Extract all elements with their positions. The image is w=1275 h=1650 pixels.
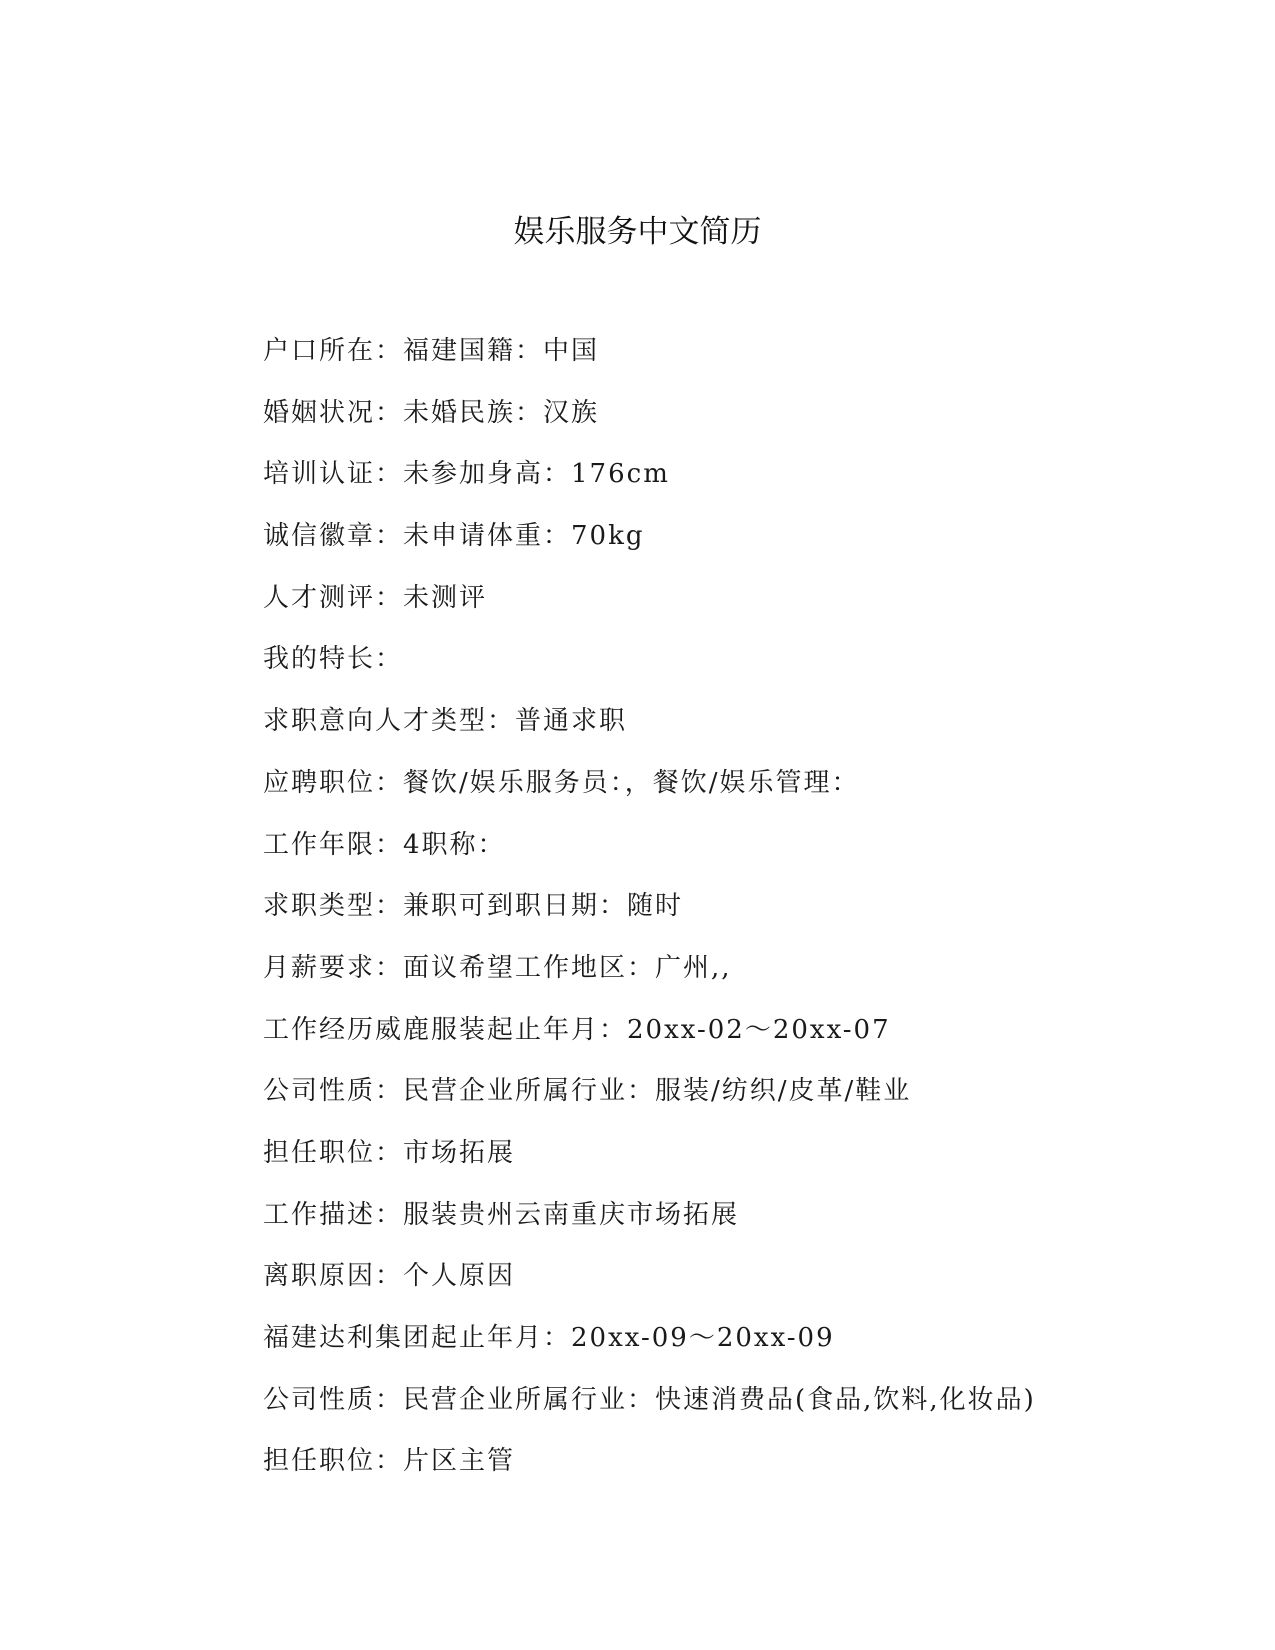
line-applied-position: 应聘职位：餐饮/娱乐服务员：，餐饮/娱乐管理：: [263, 767, 860, 798]
document-title: 娱乐服务中文简历: [513, 214, 762, 250]
line-position-1: 担任职位：市场拓展: [263, 1137, 516, 1168]
line-household-nationality: 户口所在：福建国籍：中国: [263, 336, 600, 366]
line-job-type: 求职类型：兼职可到职日期：随时: [263, 891, 684, 922]
line-company-nature-2: 公司性质：民营企业所属行业：快速消费品(食品,饮料,化妆品): [263, 1384, 1036, 1415]
line-job-intention: 求职意向人才类型：普通求职: [263, 706, 628, 737]
line-work-history-1: 工作经历威鹿服装起止年月：20xx-02～20xx-07: [263, 1014, 891, 1045]
line-specialties: 我的特长：: [263, 644, 404, 675]
line-job-description-1: 工作描述：服装贵州云南重庆市场拓展: [263, 1199, 740, 1230]
line-leave-reason-1: 离职原因：个人原因: [263, 1261, 516, 1292]
line-work-years: 工作年限：4职称：: [263, 829, 506, 860]
line-salary-location: 月薪要求：面议希望工作地区：广州,,: [263, 952, 732, 983]
line-position-2: 担任职位：片区主管: [263, 1446, 516, 1477]
line-talent-assessment: 人才测评：未测评: [263, 582, 488, 613]
line-work-history-2: 福建达利集团起止年月：20xx-09～20xx-09: [263, 1323, 835, 1353]
resume-body: [263, 331, 1223, 1503]
line-badge-weight: 诚信徽章：未申请体重：70kg: [263, 521, 645, 552]
line-training-height: 培训认证：未参加身高：176cm: [263, 459, 670, 490]
line-marital-ethnicity: 婚姻状况：未婚民族：汉族: [263, 397, 600, 428]
line-company-nature-1: 公司性质：民营企业所属行业：服装/纺织/皮革/鞋业: [263, 1076, 912, 1107]
